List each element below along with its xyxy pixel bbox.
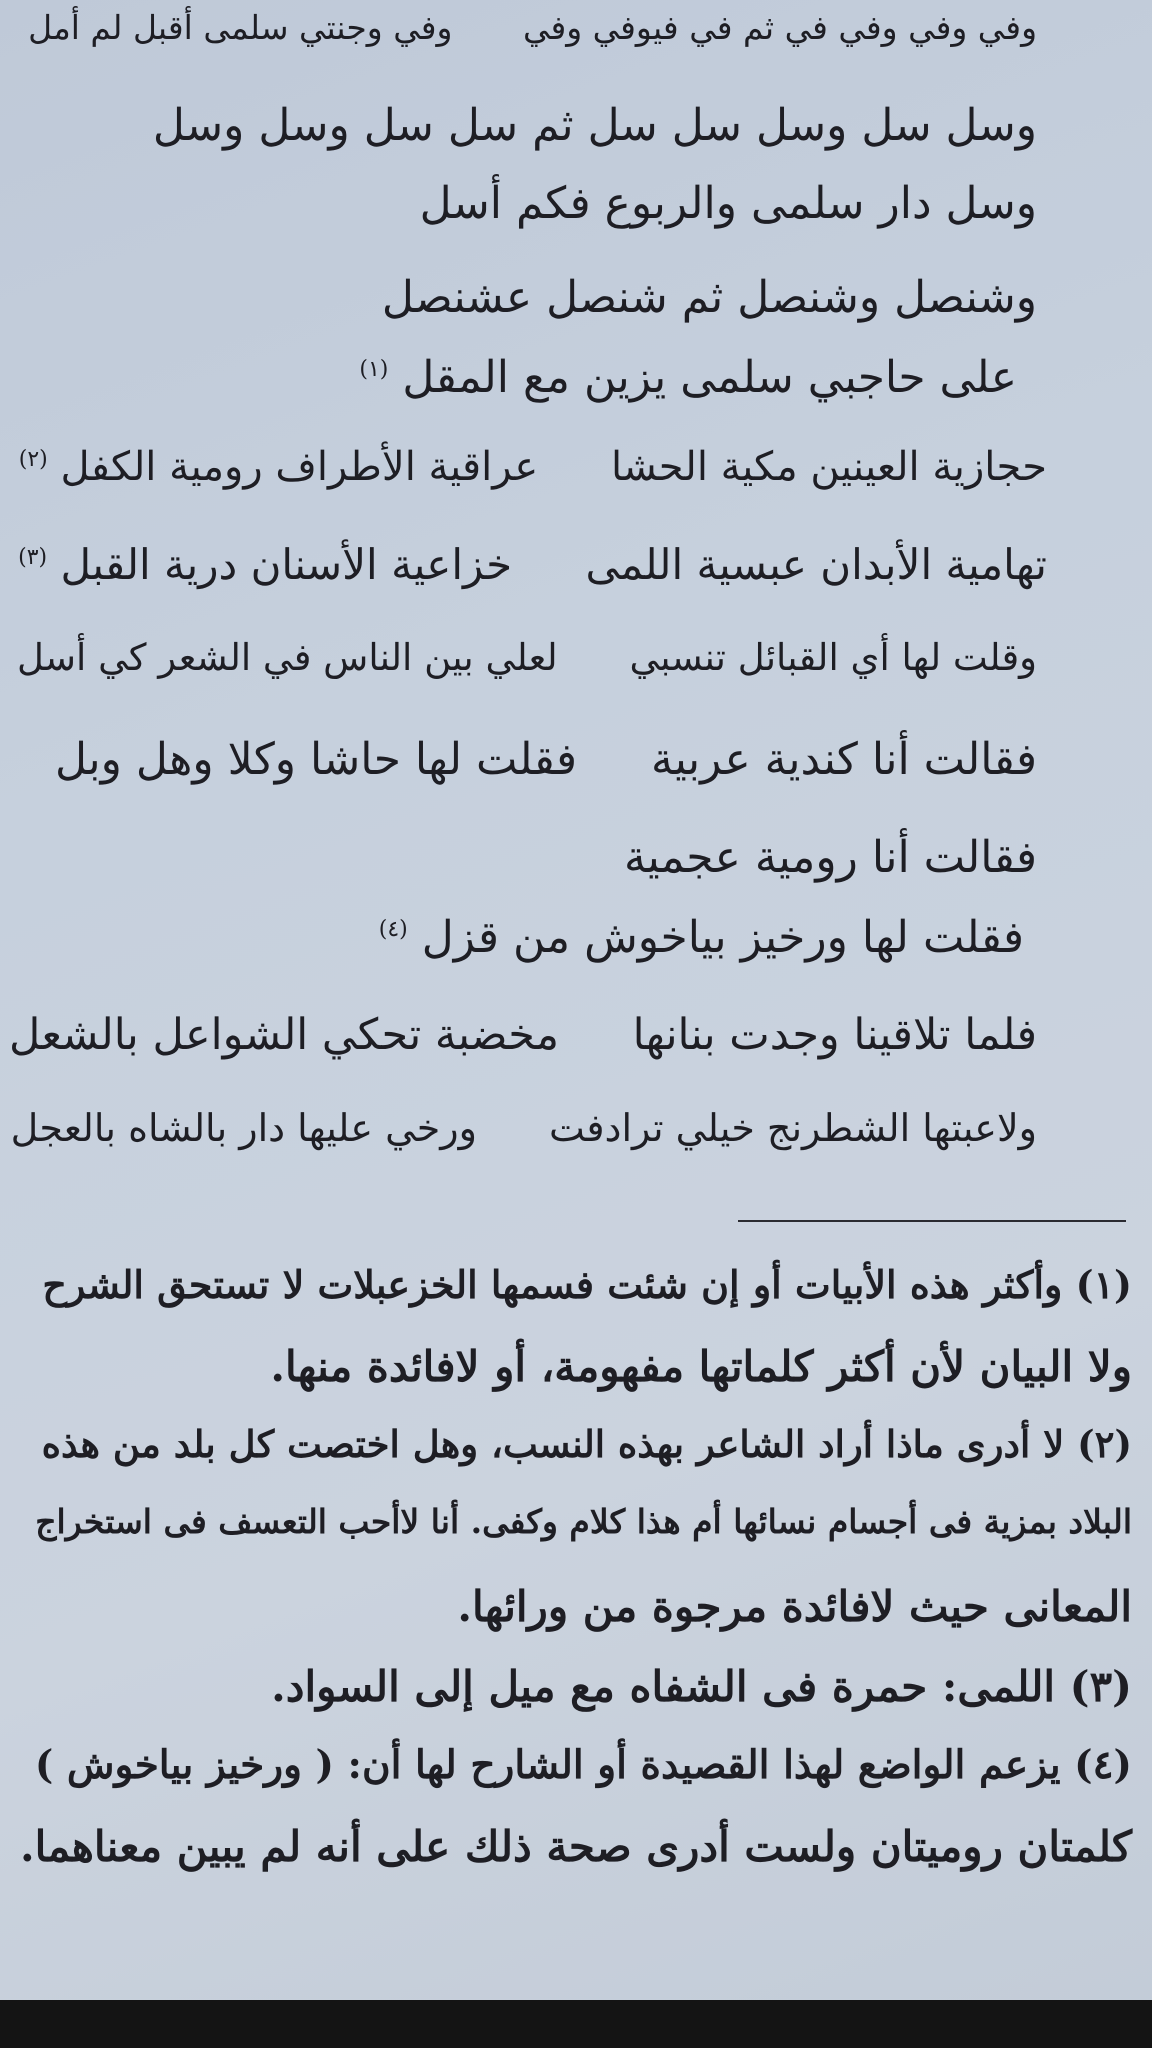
verse-line	[17, 636, 1037, 679]
footnote-reference: (٣)	[18, 545, 48, 570]
verse-line	[28, 8, 1037, 47]
scan-bottom-edge	[0, 2000, 1152, 2048]
footnote-line: (٤) يزعم الواضع لهذا القصيدة أو الشارح لها أن: ( ورخيز بياخوش )	[34, 1742, 1132, 1788]
verse-hemistich-right: وفي وفي وفي في ثم في فيوفي وفي	[522, 8, 1037, 47]
verse-hemistich-right: وشنصل وشنصل ثم شنصل عشنصل	[381, 272, 1037, 323]
footnote-divider	[738, 1220, 1126, 1222]
verse-hemistich-right: على حاجبي سلمى يزين مع المقل	[402, 352, 1017, 403]
footnote-line: كلمتان روميتان ولست أدرى صحة ذلك على أنه لم يبين معناهما.	[20, 1822, 1132, 1871]
verse-line	[624, 832, 1037, 883]
footnote-reference: (٤)	[378, 917, 408, 943]
verse-hemistich-right: فلما تلاقينا وجدت بنانها	[632, 1010, 1037, 1060]
verse-line	[9, 1010, 1037, 1060]
footnote-line: (١) وأكثر هذه الأبيات أو إن شئت فسمها الخزعبلات لا تستحق الشرح	[42, 1262, 1132, 1307]
verse-hemistich-right: تهامية الأبدان عبسية اللمى	[585, 540, 1047, 589]
verse-hemistich-right: ولاعبتها الشطرنج خيلي ترادفت	[549, 1106, 1037, 1150]
verse-hemistich-left: فقلت لها حاشا وكلا وهل وبل	[55, 734, 578, 785]
verse-line	[153, 100, 1037, 151]
verse-line	[14, 540, 1047, 589]
verse-hemistich-right: وقلت لها أي القبائل تنسبي	[629, 636, 1037, 679]
verse-hemistich-left: مخضبة تحكي الشواعل بالشعل	[8, 1010, 559, 1060]
verse-hemistich-right: فقلت لها ورخيز بياخوش من قزل	[421, 912, 1024, 963]
footnote-reference: (١)	[359, 357, 389, 383]
verse-hemistich-left: وفي وجنتي سلمى أقبل لم أمل	[28, 8, 453, 47]
verse-hemistich-right: حجازية العينين مكية الحشا	[610, 444, 1047, 490]
verse-hemistich-left: لعلي بين الناس في الشعر كي أسل	[17, 636, 558, 679]
verse-hemistich-right: فقالت أنا كندية عربية	[651, 734, 1037, 785]
verse-hemistich-right: فقالت أنا رومية عجمية	[623, 832, 1037, 883]
footnote-line: ولا البيان لأن أكثر كلماتها مفهومة، أو لافائدة منها.	[270, 1342, 1132, 1391]
footnote-line: (٣) اللمى: حمرة فى الشفاه مع ميل إلى السواد.	[271, 1662, 1132, 1711]
verse-line	[355, 352, 1017, 403]
verse-hemistich-left: ورخي عليها دار بالشاه بالعجل	[10, 1106, 477, 1150]
footnote-line: المعانى حيث لافائدة مرجوة من ورائها.	[457, 1582, 1132, 1631]
verse-line	[420, 178, 1037, 229]
footnote-reference: (٢)	[18, 446, 48, 472]
verse-line	[15, 444, 1047, 490]
footnote-line: البلاد بمزية فى أجسام نسائها أم هذا كلام وكفى. أنا لاأحب التعسف فى استخراج	[35, 1502, 1132, 1541]
verse-hemistich-left: عراقية الأطراف رومية الكفل	[60, 444, 539, 490]
verse-line	[382, 272, 1037, 323]
verse-hemistich-right: وسل دار سلمى والربوع فكم أسل	[419, 178, 1037, 229]
footnote-line: (٢) لا أدرى ماذا أراد الشاعر بهذه النسب، وهل اختصت كل بلد من هذه	[41, 1422, 1132, 1466]
verse-hemistich-left: خزاعية الأسنان درية القبل	[60, 540, 513, 589]
verse-line	[375, 912, 1024, 963]
verse-line	[55, 734, 1037, 785]
verse-line	[11, 1106, 1037, 1150]
verse-hemistich-right: وسل سل وسل سل سل ثم سل سل وسل وسل	[152, 100, 1037, 151]
